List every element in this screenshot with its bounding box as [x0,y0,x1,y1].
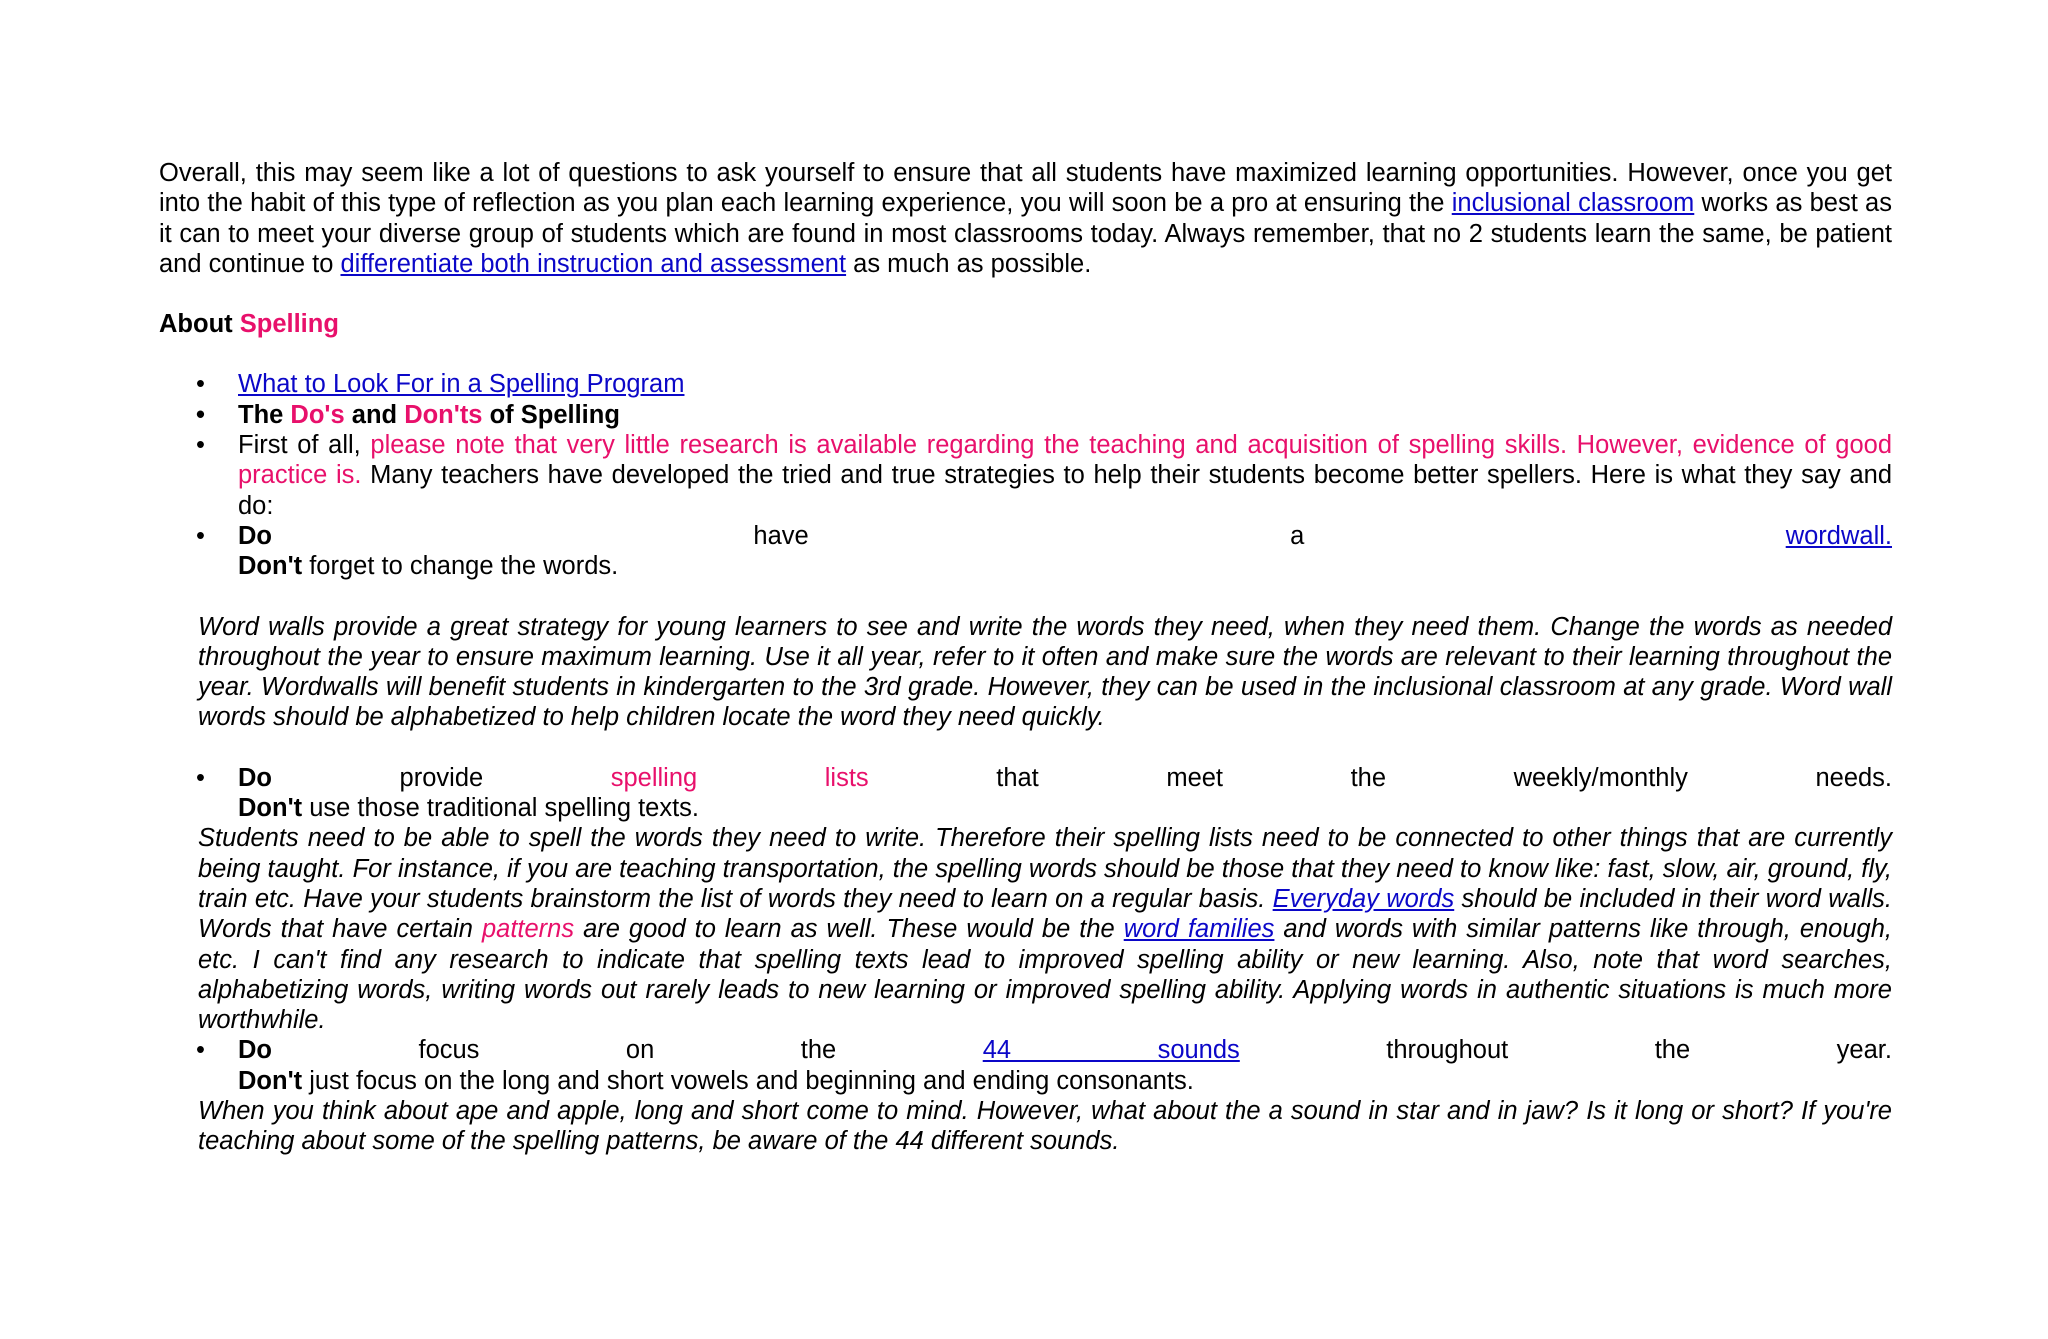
list-item [159,369,1892,399]
word: focus [418,1036,480,1065]
word: a [1290,521,1305,550]
dont-label: Don't [238,1066,303,1095]
word: the [800,1036,837,1065]
do-label: Do [238,763,272,792]
lists-text-1: Students need to be able to spell the words they need to write. Therefore their spelling lists need to be connected to other things that are currently being taught. For instance, if you are teaching transportation, the spelling words should be those that they need to know like: fast, slow, air, ground, fly, train etc. Have your students brainstorm the list of words they need to learn on a regular basis. [198,824,1892,913]
bullet-icon: • [196,431,205,460]
sounds-section [159,1096,1892,1157]
spelling-list-3 [159,1035,1892,1096]
document-page [159,158,1892,1157]
spelling-list [159,369,1892,581]
patterns-text: patterns [481,915,575,944]
dont-label: Don't [238,794,303,823]
lists-paragraph [198,823,1892,1035]
list-item [159,430,1892,521]
word-spelling: spelling [610,763,698,792]
dont-text: use those traditional spelling texts. [302,794,700,823]
word: meet [1166,763,1224,792]
intro-text-1: Overall, this may seem like a lot of questions to ask yourself to ensure that all students have maximized learning opportunities. However, once you get into the habit of this type of reflection as you plan each learning experience, you will soon be a pro at ensuring the [159,159,1892,218]
dos-donts-the: The [238,400,291,429]
teachers-text: Many teachers have developed the tried and true strategies to help their students become better spellers. Here is what they say and do: [238,461,1892,520]
do-line [238,1035,1892,1065]
section-heading [159,309,1892,339]
research-note-text: please note that very little research is available regarding the teaching and acquisition of spelling skills. However, evidence of good practice is. [238,431,1893,490]
list-item [159,763,1892,824]
word-lists: lists [824,763,869,792]
link-44-sounds[interactable]: 44 sounds [982,1036,1240,1065]
word: weekly/monthly [1513,763,1688,792]
list-item [159,400,1892,430]
intro-text-2: works as best as it can to meet your diverse group of students which are found in most classrooms today. Always remember, that no 2 students learn the same, be patient and continue to [159,189,1892,278]
do-line [238,763,1892,793]
do-label: Do [238,521,272,550]
word: the [1654,1036,1691,1065]
dos-donts-and: and [344,400,405,429]
link-wordwall[interactable]: wordwall. [1785,521,1892,550]
word: provide [399,763,484,792]
dos-label: Do's [290,400,345,429]
intro-paragraph [159,158,1892,279]
dont-line [238,551,1892,581]
bullet-icon: • [196,763,205,792]
do-line [238,521,1892,551]
link-everyday-words[interactable]: Everyday words [1272,884,1455,913]
word: throughout [1386,1036,1509,1065]
lists-text-2: should be included in their word walls. Words that have certain [198,884,1892,944]
dos-donts-of: of Spelling [482,400,620,429]
word: needs. [1815,763,1893,792]
sounds-paragraph: When you think about ape and apple, long and short come to mind. However, what about the a sound in star and in jaw? Is it long or short? If you're teaching about some of the spelling patterns, be aware of the 44 different sounds. [198,1097,1892,1156]
link-inclusional-classroom[interactable]: inclusional classroom [1451,189,1695,218]
intro-text-3: as much as possible. [846,249,1092,278]
word: year. [1836,1036,1892,1065]
dont-text: just focus on the long and short vowels and beginning and ending consonants. [302,1066,1194,1095]
list-item [159,1035,1892,1096]
wordwall-section [159,612,1892,733]
do-label: Do [238,1036,272,1065]
bullet-icon: • [196,370,205,399]
spelling-list-2 [159,763,1892,824]
lists-text-3: are good to learn as well. These would be the [574,915,1124,944]
lists-text-4: and words with similar patterns like through, enough, etc. I can't find any research to indicate that spelling texts lead to improved spelling ability or new learning. Also, note that word searches, alphabetizing words, writing words out rarely leads to new learning or improved spelling ability. Applying words in authentic situations is much more worthwhile. [198,915,1892,1035]
link-what-to-look-for[interactable]: What to Look For in a Spelling Program [238,370,685,399]
bullet-icon: • [196,521,205,550]
wordwall-paragraph: Word walls provide a great strategy for young learners to see and write the words they need, when they need them. Change the words as needed throughout the year to ensure maximum learning. Use it all year, refer to it often and make sure the words are relevant to their learning throughout the year. Wordwalls will benefit students in kindergarten to the 3rd grade. However, they can be used in the inclusional classroom at any grade. Word wall words should be alphabetized to help children locate the word they need quickly. [198,612,1892,732]
first-of-all-text: First of all, [238,431,371,460]
dont-line [238,793,1892,823]
donts-label: Don'ts [404,400,483,429]
word: the [1350,763,1387,792]
link-differentiate[interactable]: differentiate both instruction and assessment [340,249,847,278]
heading-prefix: About [159,310,240,339]
heading-highlight: Spelling [239,310,339,339]
word: have [753,521,809,550]
dont-label: Don't [238,552,303,581]
bullet-icon: • [196,1036,205,1065]
dont-line [238,1066,1892,1096]
dont-text: forget to change the words. [302,552,619,581]
link-word-families[interactable]: word families [1123,915,1275,944]
bullet-icon: • [196,400,205,429]
word: on [625,1036,655,1065]
lists-section [159,823,1892,1035]
word: that [996,763,1039,792]
list-item [159,521,1892,582]
